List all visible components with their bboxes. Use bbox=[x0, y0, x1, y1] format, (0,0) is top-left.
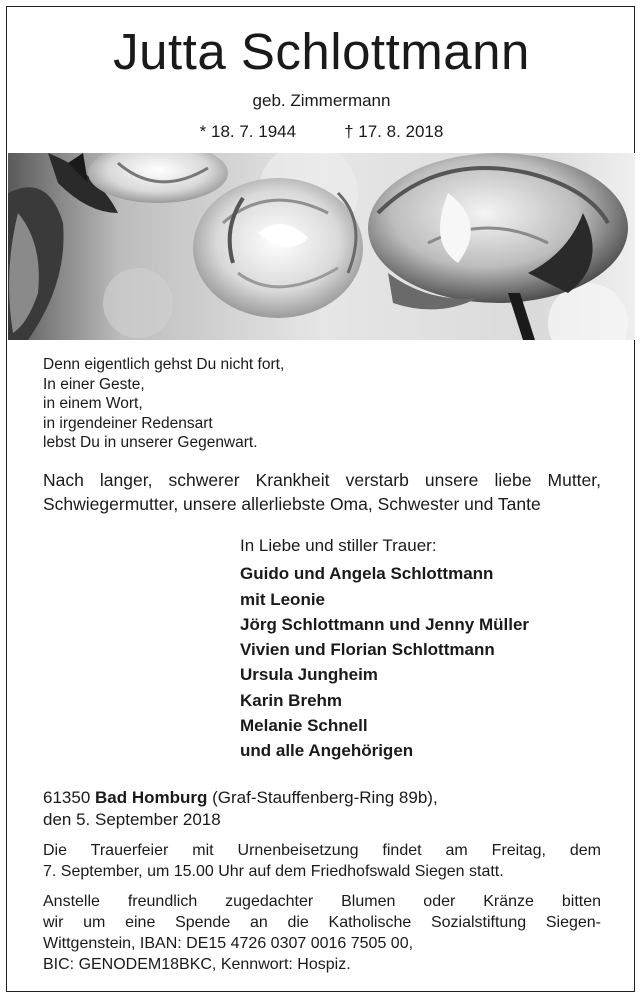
poem-line: Denn eigentlich gehst Du nicht fort, bbox=[43, 356, 285, 373]
donation-info bbox=[43, 891, 601, 975]
funeral-info bbox=[43, 840, 601, 882]
funeral-line: Die Trauerfeier mit Urnenbeisetzung findet am Freitag, dem bbox=[43, 842, 601, 859]
poem-line: In einer Geste, bbox=[43, 375, 145, 393]
mourner-name: Karin Brehm bbox=[240, 690, 343, 710]
roses-photo-icon bbox=[8, 153, 635, 340]
mourner-name: Ursula Jungheim bbox=[240, 665, 378, 685]
funeral-line: 7. September, um 15.00 Uhr auf dem Friedhofswald Siegen statt. bbox=[43, 863, 504, 880]
death-announcement bbox=[43, 468, 601, 516]
announcement-line: Nach langer, schwerer Krankheit verstarb unsere liebe Mutter, bbox=[43, 470, 601, 490]
mourner-name: Vivien und Florian Schlottmann bbox=[240, 640, 495, 660]
donation-line: wir um eine Spende an die Katholische Sozialstiftung Siegen- bbox=[43, 914, 601, 931]
birth-date: * 18. 7. 1944 bbox=[199, 122, 297, 141]
poem-line: in einem Wort, bbox=[43, 395, 143, 413]
mourners-list bbox=[240, 533, 529, 764]
announcement-line: Schwiegermutter, unsere allerliebste Oma, Schwester und Tante bbox=[43, 494, 541, 514]
mourner-name: Jörg Schlottmann und Jenny Müller bbox=[240, 614, 530, 634]
street: (Graf-Stauffenberg-Ring 89b), bbox=[212, 788, 438, 807]
zip-code: 61350 bbox=[43, 788, 91, 807]
donation-line: Anstelle freundlich zugedachter Blumen oder Kränze bitten bbox=[43, 893, 601, 910]
poem-line: in irgendeiner Redensart bbox=[43, 414, 213, 432]
donation-line: BIC: GENODEM18BKC, Kennwort: Hospiz. bbox=[43, 956, 351, 973]
mourner-name: mit Leonie bbox=[240, 589, 326, 609]
mourner-name: Guido und Angela Schlottmann bbox=[240, 564, 494, 584]
poem bbox=[43, 355, 284, 453]
life-dates bbox=[0, 121, 643, 143]
mourner-name: und alle Angehörigen bbox=[240, 741, 414, 761]
mourners-lead: In Liebe und stiller Trauer: bbox=[240, 536, 437, 555]
deceased-name: Jutta Schlottmann bbox=[113, 23, 530, 80]
maiden-name: geb. Zimmermann bbox=[252, 91, 391, 110]
city: Bad Homburg bbox=[95, 788, 208, 807]
address-block bbox=[43, 787, 438, 831]
mourner-name: Melanie Schnell bbox=[240, 716, 368, 736]
place-date: den 5. September 2018 bbox=[43, 810, 221, 829]
poem-line: lebst Du in unserer Gegenwart. bbox=[43, 434, 258, 452]
donation-line: Wittgenstein, IBAN: DE15 4726 0307 0016 7505 00, bbox=[43, 935, 414, 952]
death-date: † 17. 8. 2018 bbox=[344, 122, 444, 141]
